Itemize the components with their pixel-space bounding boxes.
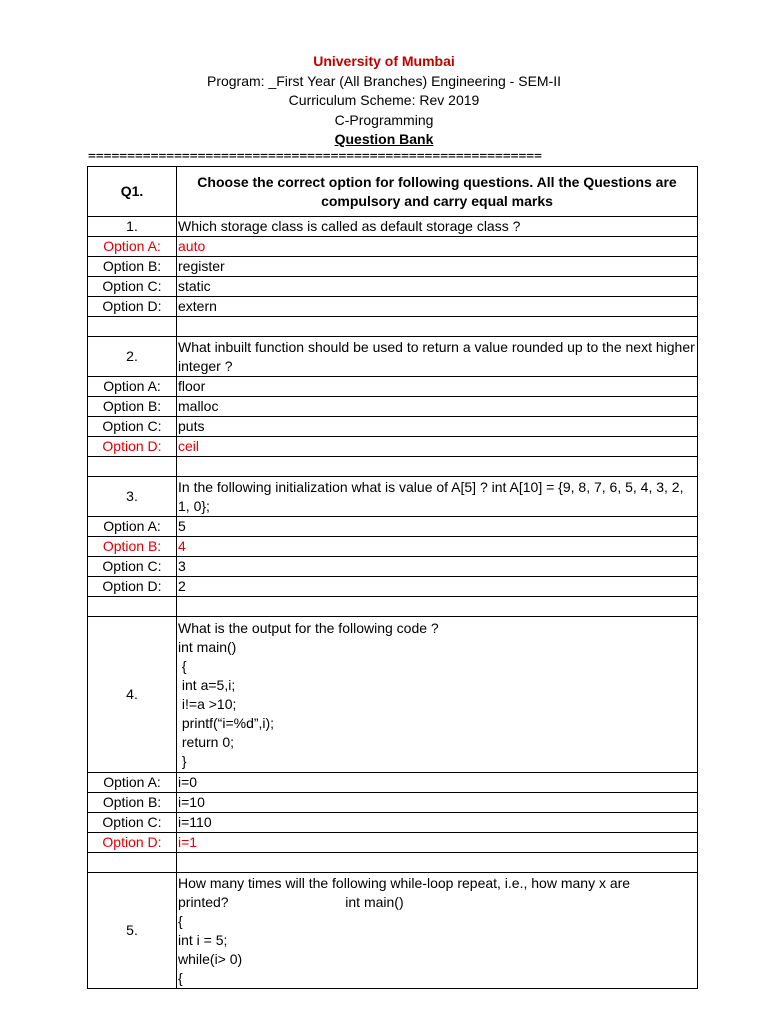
spacer-row	[88, 597, 698, 617]
question-text: Which storage class is called as default storage class ?	[177, 217, 698, 237]
code-line: {	[178, 657, 187, 674]
program-line: Program: _First Year (All Branches) Engineering - SEM-II	[206, 73, 562, 89]
code-line: i!=a >10;	[178, 695, 237, 712]
question-text: In the following initialization what is value of A[5] ? int A[10] = {9, 8, 7, 6, 5, 4, 3, 2, 1, 0};	[177, 477, 698, 517]
option-value-correct: ceil	[177, 437, 698, 457]
option-row	[88, 813, 698, 833]
option-row	[88, 557, 698, 577]
code-line: while(i> 0)	[178, 950, 243, 967]
option-value: i=0	[177, 773, 698, 793]
option-row	[88, 297, 698, 317]
question-row	[88, 337, 698, 377]
option-label: Option A:	[88, 377, 177, 397]
option-row	[88, 833, 698, 853]
question-number: 4.	[88, 617, 177, 773]
option-row	[88, 577, 698, 597]
option-label: Option B:	[88, 793, 177, 813]
doc-title: Question Bank	[334, 131, 434, 147]
option-value: static	[177, 277, 698, 297]
spacer-row	[88, 853, 698, 873]
code-line: int main()	[178, 638, 237, 655]
option-value: i=110	[177, 813, 698, 833]
option-label: Option C:	[88, 277, 177, 297]
option-value-correct: 4	[177, 537, 698, 557]
question-row	[88, 873, 698, 989]
q-label: Q1.	[88, 167, 177, 217]
option-value: 5	[177, 517, 698, 537]
question-number: 2.	[88, 337, 177, 377]
option-value: i=10	[177, 793, 698, 813]
scheme-line: Curriculum Scheme: Rev 2019	[288, 92, 480, 108]
question-row	[88, 217, 698, 237]
spacer-row	[88, 457, 698, 477]
instructions	[177, 167, 698, 217]
option-row	[88, 773, 698, 793]
option-value: floor	[177, 377, 698, 397]
option-value: malloc	[177, 397, 698, 417]
option-value: extern	[177, 297, 698, 317]
option-value: puts	[177, 417, 698, 437]
code-line: {	[178, 912, 183, 929]
option-label: Option D:	[88, 297, 177, 317]
option-label: Option C:	[88, 417, 177, 437]
option-value: 2	[177, 577, 698, 597]
option-row	[88, 377, 698, 397]
instruction-line-2: compulsory and carry equal marks	[321, 192, 553, 209]
option-label: Option D:	[88, 577, 177, 597]
option-label: Option C:	[88, 557, 177, 577]
code-line: printf(“i=%d”,i);	[178, 714, 275, 731]
spacer-row	[88, 317, 698, 337]
option-label: Option C:	[88, 813, 177, 833]
option-value-correct: i=1	[177, 833, 698, 853]
code-line: int a=5,i;	[178, 676, 236, 693]
option-row	[88, 517, 698, 537]
code-line: What is the output for the following code ?	[178, 619, 439, 636]
table-header-row	[88, 167, 698, 217]
university-name: University of Mumbai	[313, 53, 455, 69]
option-row	[88, 437, 698, 457]
option-value: register	[177, 257, 698, 277]
option-label: Option B:	[88, 397, 177, 417]
option-label: Option A:	[88, 237, 177, 257]
question-number: 5.	[88, 873, 177, 989]
option-row	[88, 537, 698, 557]
question-number: 3.	[88, 477, 177, 517]
option-label: Option A:	[88, 773, 177, 793]
separator-line: ==========================================================	[88, 150, 542, 164]
option-label: Option A:	[88, 517, 177, 537]
code-line: printed? int main()	[178, 893, 404, 910]
question-code	[177, 617, 698, 773]
question-text: What inbuilt function should be used to return a value rounded up to the next higher integer ?	[177, 337, 698, 377]
option-row	[88, 397, 698, 417]
option-label: Option D:	[88, 437, 177, 457]
question-table	[87, 166, 698, 989]
question-code	[177, 873, 698, 989]
question-row	[88, 477, 698, 517]
option-row	[88, 417, 698, 437]
subject-line: C-Programming	[334, 112, 434, 128]
option-label: Option B:	[88, 537, 177, 557]
code-line: }	[178, 752, 187, 769]
option-label: Option B:	[88, 257, 177, 277]
option-value-correct: auto	[177, 237, 698, 257]
code-line: {	[178, 969, 183, 986]
option-row	[88, 793, 698, 813]
code-line: How many times will the following while-loop repeat, i.e., how many x are	[178, 874, 631, 891]
option-label: Option D:	[88, 833, 177, 853]
question-number: 1.	[88, 217, 177, 237]
option-value: 3	[177, 557, 698, 577]
instruction-line-1: Choose the correct option for following questions. All the Questions are	[197, 173, 677, 190]
code-line: int i = 5;	[178, 931, 228, 948]
option-row	[88, 257, 698, 277]
option-row	[88, 277, 698, 297]
question-row	[88, 617, 698, 773]
code-line: return 0;	[178, 733, 235, 750]
option-row	[88, 237, 698, 257]
